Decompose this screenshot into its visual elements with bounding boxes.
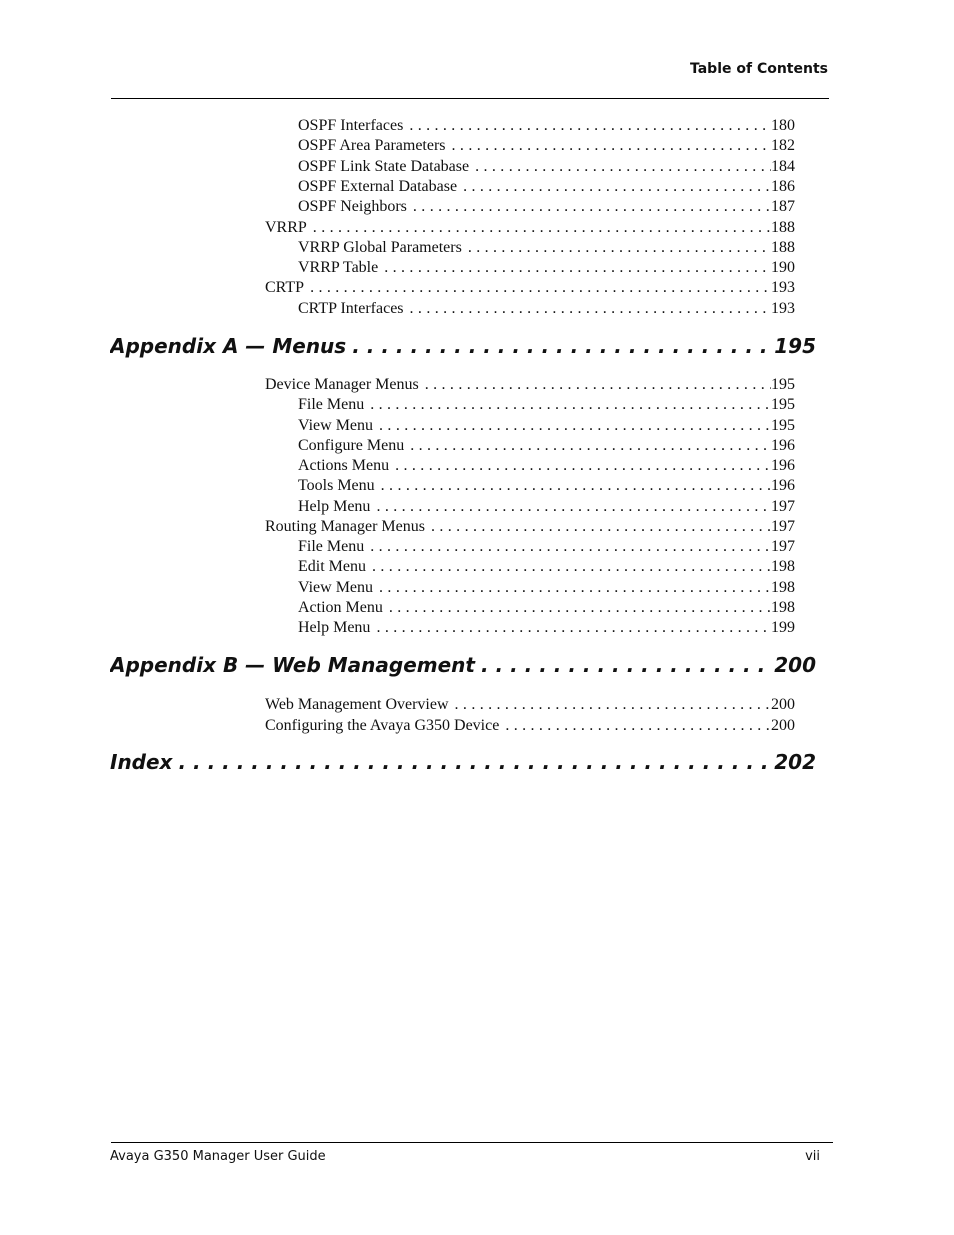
dot-leader [475, 157, 771, 177]
dot-leader [468, 238, 771, 258]
toc-entry[interactable] [298, 197, 795, 217]
dot-leader [310, 278, 771, 298]
toc-entry[interactable] [298, 497, 795, 517]
dot-leader [370, 395, 771, 415]
toc-entry-title: OSPF External Database [298, 177, 458, 195]
dot-leader [431, 517, 771, 537]
chapter-page-number: 202 [774, 750, 816, 774]
toc-entry[interactable] [298, 157, 795, 177]
toc-entry-title: Actions Menu [298, 457, 390, 474]
toc-entry[interactable] [265, 218, 795, 238]
toc-entry[interactable] [298, 598, 795, 618]
dot-leader [409, 116, 771, 136]
toc-entry[interactable] [265, 517, 795, 537]
dot-leader [410, 436, 771, 456]
toc-entry-title: VRRP Global Parameters [298, 238, 462, 256]
toc-entry-page-number: 188 [771, 218, 795, 236]
dot-leader [372, 557, 771, 577]
toc-entry-page-number: 196 [771, 436, 795, 454]
toc-entry-page-number: 197 [771, 517, 795, 535]
dot-leader [376, 618, 771, 638]
toc-entry[interactable] [298, 299, 795, 319]
toc-entry[interactable] [265, 375, 795, 395]
dot-leader [379, 578, 771, 598]
toc-entry-title: OSPF Neighbors [298, 198, 407, 216]
toc-entry-page-number: 195 [771, 416, 795, 434]
toc-entry[interactable] [298, 395, 795, 415]
toc-entry[interactable] [298, 578, 795, 598]
toc-entry-title: Configure Menu [298, 436, 405, 454]
dot-leader [395, 456, 771, 476]
toc-entry[interactable] [265, 716, 795, 736]
header-rule [111, 98, 829, 99]
toc-entry-title: Help Menu [298, 619, 371, 636]
toc-entry-title: CRTP Interfaces [298, 299, 404, 317]
chapter-title: Appendix A — Menus [110, 334, 347, 358]
toc-entry-page-number: 198 [771, 578, 795, 596]
toc-entry-page-number: 199 [771, 619, 795, 636]
chapter-entry-index[interactable] [110, 749, 816, 775]
toc-entry-page-number: 196 [771, 457, 795, 474]
toc-entry[interactable] [298, 557, 795, 577]
toc-entry-title: Tools Menu [298, 477, 375, 495]
toc-entry-page-number: 193 [771, 279, 795, 297]
toc-entry-title: Configuring the Avaya G350 Device [265, 716, 500, 734]
dot-leader [381, 476, 771, 496]
chapter-page-number: 200 [774, 653, 816, 677]
toc-entry-page-number: 195 [771, 396, 795, 414]
toc-entry-page-number: 190 [771, 259, 795, 277]
toc-entry[interactable] [298, 136, 795, 156]
toc-entry-title: Edit Menu [298, 558, 366, 576]
dot-leader [410, 299, 771, 319]
toc-entry-title: OSPF Link State Database [298, 157, 470, 175]
toc-entry-page-number: 193 [771, 299, 795, 317]
chapter-entry-appendix-a[interactable] [110, 333, 816, 359]
chapter-title: Index [110, 750, 173, 774]
dot-leader [379, 416, 771, 436]
toc-entry-title: File Menu [298, 396, 365, 414]
toc-entry-page-number: 186 [771, 177, 795, 195]
toc-entry-page-number: 195 [771, 376, 795, 393]
dot-leader [481, 652, 768, 678]
dot-leader [370, 537, 771, 557]
dot-leader [389, 598, 771, 618]
dot-leader [425, 375, 771, 395]
toc-entry-title: Help Menu [298, 497, 371, 515]
dot-leader [384, 258, 771, 278]
toc-entry-page-number: 197 [771, 538, 795, 555]
footer-page-number: vii [805, 1149, 820, 1164]
toc-entry-title: Device Manager Menus [265, 376, 419, 393]
toc-entry-page-number: 188 [771, 238, 795, 256]
toc-entry[interactable] [298, 537, 795, 557]
toc-entry[interactable] [298, 476, 795, 496]
toc-entry-page-number: 187 [771, 198, 795, 216]
toc-entry-page-number: 196 [771, 477, 795, 495]
toc-entry-title: Action Menu [298, 598, 383, 616]
toc-entry[interactable] [298, 238, 795, 258]
toc-entry-page-number: 180 [771, 117, 795, 134]
dot-leader [505, 716, 771, 736]
toc-entry-title: Web Management Overview [265, 696, 449, 713]
toc-entry-title: Routing Manager Menus [265, 517, 425, 535]
toc-entry-page-number: 184 [771, 157, 795, 175]
footer-document-title: Avaya G350 Manager User Guide [110, 1149, 326, 1164]
toc-entry[interactable] [298, 456, 795, 476]
chapter-title: Appendix B — Web Management [110, 653, 475, 677]
toc-entry-title: VRRP Table [298, 259, 379, 277]
dot-leader [413, 197, 771, 217]
toc-entry-page-number: 198 [771, 558, 795, 576]
toc-entry-page-number: 200 [771, 696, 795, 713]
toc-entry[interactable] [298, 416, 795, 436]
toc-entry-title: CRTP [265, 279, 305, 297]
dot-leader [178, 749, 768, 775]
toc-entry[interactable] [265, 278, 795, 298]
dot-leader [376, 497, 771, 517]
dot-leader [452, 136, 771, 156]
running-header-title: Table of Contents [689, 61, 828, 77]
toc-entry-page-number: 182 [771, 137, 795, 155]
chapter-entry-appendix-b[interactable] [110, 652, 816, 678]
dot-leader [352, 333, 768, 359]
dot-leader [463, 177, 771, 197]
toc-entry-page-number: 197 [771, 497, 795, 515]
chapter-page-number: 195 [774, 334, 816, 358]
footer-rule [111, 1142, 833, 1143]
toc-entry-page-number: 200 [771, 716, 795, 734]
toc-entry-title: OSPF Interfaces [298, 117, 404, 134]
toc-entry[interactable] [265, 695, 795, 715]
toc-entry[interactable] [298, 177, 795, 197]
toc-entry-title: File Menu [298, 538, 365, 555]
toc-entry-title: OSPF Area Parameters [298, 137, 446, 155]
toc-entry[interactable] [298, 618, 795, 638]
toc-entry[interactable] [298, 116, 795, 136]
toc-entry-page-number: 198 [771, 598, 795, 616]
toc-entry[interactable] [298, 436, 795, 456]
toc-entry-title: View Menu [298, 416, 374, 434]
toc-entry[interactable] [298, 258, 795, 278]
toc-entry-title: VRRP [265, 218, 307, 236]
dot-leader [455, 695, 771, 715]
toc-entry-title: View Menu [298, 578, 374, 596]
dot-leader [313, 218, 771, 238]
